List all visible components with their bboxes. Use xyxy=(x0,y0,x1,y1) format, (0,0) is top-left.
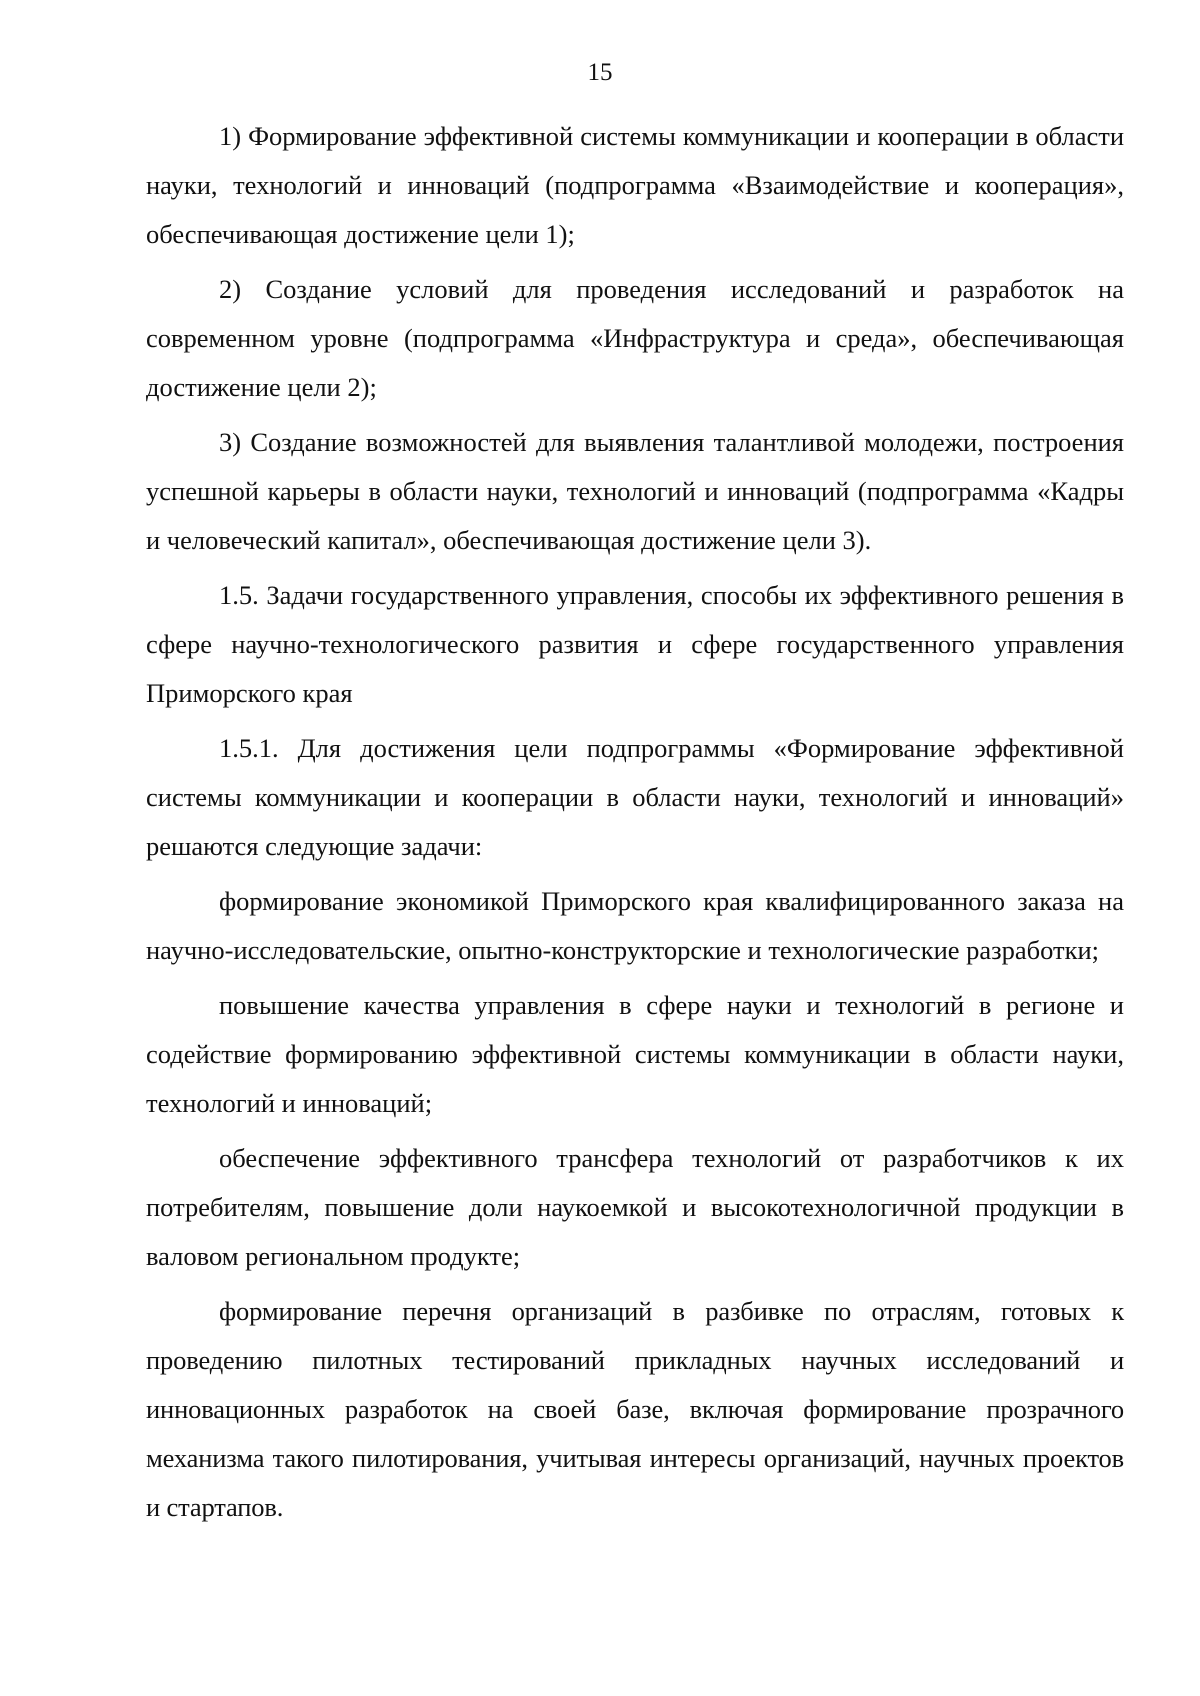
paragraph-goal-2: 2) Создание условий для проведения исследований и разработок на современном уровне (подпрограмма «Инфраструктура и среда», обеспечивающая достижение цели 2); xyxy=(146,274,1124,402)
document-body xyxy=(146,112,1124,1538)
paragraph-goal-1: 1) Формирование эффективной системы коммуникации и кооперации в области науки, технологий и инноваций (подпрограмма «Взаимодействие и кооперация», обеспечивающая достижение цели 1); xyxy=(146,121,1124,249)
page-number: 15 xyxy=(587,59,613,86)
section-heading-1-5-1: 1.5.1. Для достижения цели подпрограммы «Формирование эффективной системы коммуникации и кооперации в области науки, технологий и инноваций» решаются следующие задачи: xyxy=(146,733,1124,861)
task-item-order-formation: формирование экономикой Приморского края квалифицированного заказа на научно-исследовательские, опытно-конструкторские и технологические разработки; xyxy=(146,886,1124,965)
paragraph-goal-3: 3) Создание возможностей для выявления талантливой молодежи, построения успешной карьеры в области науки, технологий и инноваций (подпрограмма «Кадры и человеческий капитал», обеспечивающая достижение цели 3). xyxy=(146,427,1124,555)
task-item-technology-transfer: обеспечение эффективного трансфера технологий от разработчиков к их потребителям, повышение доли наукоемкой и высокотехнологичной продукции в валовом региональном продукте; xyxy=(146,1143,1124,1271)
task-item-management-quality: повышение качества управления в сфере науки и технологий в регионе и содействие формированию эффективной системы коммуникации в области науки, технологий и инноваций; xyxy=(146,990,1124,1118)
section-heading-1-5: 1.5. Задачи государственного управления, способы их эффективного решения в сфере научно-технологического развития и сфере государственного управления Приморского края xyxy=(146,580,1124,708)
task-item-organizations-list: формирование перечня организаций в разбивке по отраслям, готовых к проведению пилотных тестирований прикладных научных исследований и инновационных разработок на своей базе, включая формирование прозрачного механизма такого пилотирования, учитывая интересы организаций, научных проектов и стартапов. xyxy=(146,1296,1124,1522)
